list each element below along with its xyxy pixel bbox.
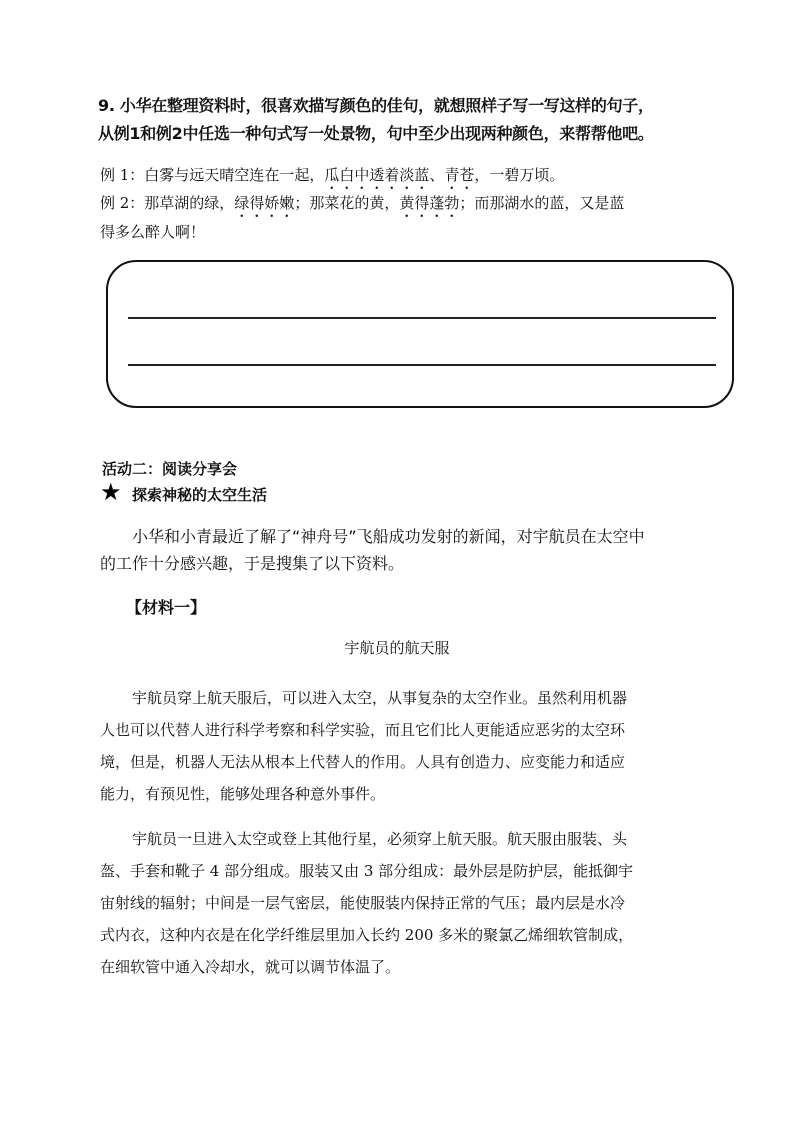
activity-title: 活动二：阅读分享会: [102, 460, 238, 478]
example-2-part-3: ；而那湖水的蓝，又是蓝: [459, 194, 625, 212]
star-icon: ★: [100, 478, 122, 506]
answer-line[interactable]: [128, 317, 716, 319]
answer-line[interactable]: [128, 364, 716, 366]
example-2: [100, 190, 624, 221]
example-1-dotted-phrase: 瓜白中透着淡蓝、青苍: [324, 166, 475, 184]
example-2-dotted-phrase-2: 黄得蓬勃: [399, 194, 460, 212]
material-label: 【材料一】: [126, 598, 207, 617]
intro-line-1: 小华和小青最近了解了“神舟号”飞船成功发射的新闻，对宇航员在太空中: [132, 527, 645, 546]
activity-subtitle: 探索神秘的太空生活: [132, 486, 268, 504]
answer-box[interactable]: [106, 260, 734, 408]
paragraph-line: 境，但是，机器人无法从根本上代替人的作用。人具有创造力、应变能力和适应: [100, 753, 626, 771]
example-2-part-1: 例 2：那草湖的绿，: [100, 194, 235, 212]
example-2-part-2: ；那菜花的黄，: [294, 194, 400, 212]
example-1: [100, 162, 564, 193]
paragraph-line: 宙射线的辐射；中间是一层气密层，能使服装内保持正常的气压；最内层是水冷: [100, 894, 626, 912]
paragraph-line: 在细软管中通入冷却水，就可以调节体温了。: [100, 958, 401, 976]
paragraph-line: 盔、手套和靴子 4 部分组成。服装又由 3 部分组成：最外层是防护层，能抵御宇: [100, 862, 634, 880]
paragraph-line: 宇航员穿上航天服后，可以进入太空，从事复杂的太空作业。虽然利用机器: [132, 689, 628, 707]
article-title: 宇航员的航天服: [344, 639, 450, 657]
intro-line-2: 的工作十分感兴趣，于是搜集了以下资料。: [100, 554, 405, 573]
intro-paragraph: [100, 523, 740, 577]
example-2-dotted-phrase-1: 绿得娇嫩: [234, 194, 295, 212]
question-9: [98, 92, 738, 148]
example-1-suffix: ，一碧万顷。: [474, 166, 565, 184]
paragraph-line: 宇航员一旦进入太空或登上其他行星，必须穿上航天服。航天服由服装、头: [132, 830, 628, 848]
example-2-line-2: 得多么醉人啊！: [100, 223, 206, 241]
question-9-line-2: 从例1和例2中任选一种句式写一处景物，句中至少出现两种颜色，来帮帮他吧。: [98, 124, 654, 143]
paragraph-line: 式内衣，这种内衣是在化学纤维层里加入长约 200 多米的聚氯乙烯细软管制成，: [100, 926, 634, 944]
question-9-line-1: 9. 小华在整理资料时，很喜欢描写颜色的佳句，就想照样子写一写这样的句子，: [98, 96, 654, 115]
article-paragraph-1: [100, 682, 740, 810]
paragraph-line: 能力，有预见性，能够处理各种意外事件。: [100, 785, 386, 803]
paragraph-line: 人也可以代替人进行科学考察和科学实验，而且它们比人更能适应恶劣的太空环: [100, 721, 626, 739]
article-paragraph-2: [100, 823, 740, 983]
example-1-prefix: 例 1：白雾与远天晴空连在一起，: [100, 166, 325, 184]
